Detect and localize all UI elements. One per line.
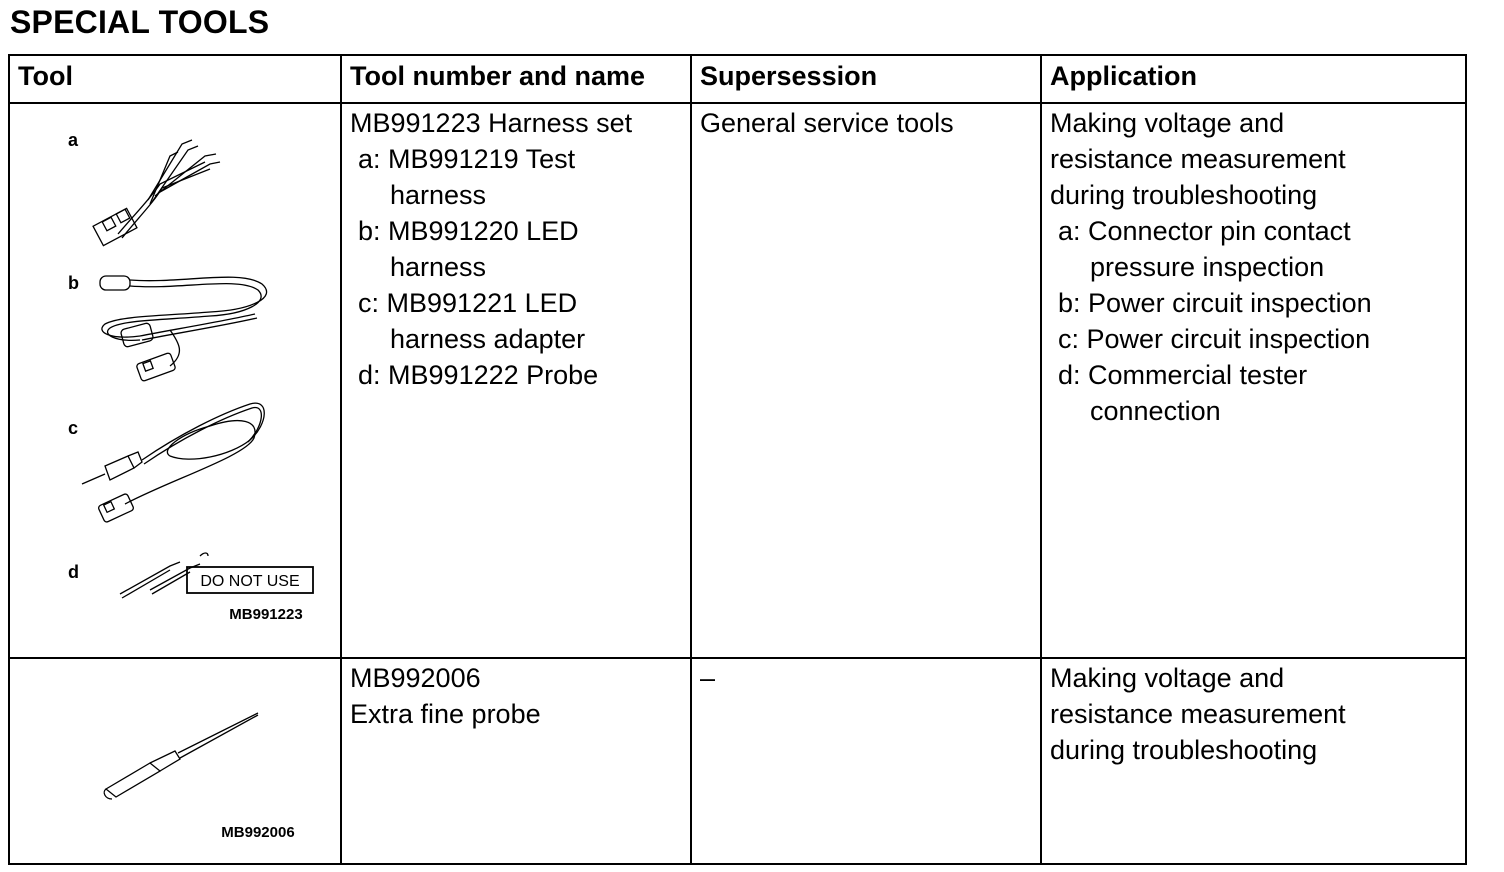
header-tool-number-and-name: Tool number and name	[341, 55, 691, 103]
tool-number-and-name-cell	[341, 658, 691, 864]
tool-sub-item-b: b: MB991220 LED	[358, 216, 579, 246]
header-tool: Tool	[9, 55, 341, 103]
extra-fine-probe-drawing	[104, 713, 258, 799]
application-cell	[1041, 658, 1466, 864]
illustration-label-d: d	[68, 562, 79, 582]
special-tools-table	[8, 54, 1467, 865]
header-supersession: Supersession	[691, 55, 1041, 103]
application-line: resistance measurement	[1050, 144, 1346, 174]
table-row	[9, 658, 1466, 864]
tool-sub-item-c: c: MB991221 LED	[358, 288, 578, 318]
supersession-text: –	[700, 663, 716, 693]
tool-sub-item-b-cont: harness	[390, 252, 487, 282]
probe-drawing	[120, 553, 313, 598]
extra-fine-probe-illustration-icon	[10, 659, 342, 865]
application-item-d-cont: connection	[1090, 396, 1221, 426]
tool-name: Extra fine probe	[350, 699, 541, 729]
tool-sub-item-a: a: MB991219 Test	[358, 144, 576, 174]
table-header-row	[9, 55, 1466, 103]
tool-sub-item-d: d: MB991222 Probe	[358, 360, 599, 390]
page-title: SPECIAL TOOLS	[10, 4, 270, 40]
tool-sub-item-c-cont: harness adapter	[390, 324, 586, 354]
supersession-cell	[691, 658, 1041, 864]
illustration-label-c: c	[68, 418, 79, 438]
supersession-cell	[691, 103, 1041, 658]
harness-set-illustration-icon	[10, 104, 342, 659]
tool-number-and-name-cell	[341, 103, 691, 658]
led-harness-drawing	[100, 276, 267, 382]
application-item-a: a: Connector pin contact	[1058, 216, 1351, 246]
tool-caption: MB992006	[221, 824, 295, 841]
tool-illustration-cell	[9, 658, 341, 864]
test-harness-drawing	[93, 140, 220, 246]
application-item-d: d: Commercial tester	[1058, 360, 1308, 390]
supersession-text: General service tools	[700, 108, 954, 138]
application-item-c: c: Power circuit inspection	[1058, 324, 1371, 354]
application-item-b: b: Power circuit inspection	[1058, 288, 1372, 318]
tool-illustration-cell	[9, 103, 341, 658]
header-application: Application	[1041, 55, 1466, 103]
tool-number: MB992006	[350, 663, 481, 693]
tool-caption: MB991223	[229, 606, 303, 623]
application-line: during troubleshooting	[1050, 735, 1318, 765]
application-line: Making voltage and	[1050, 108, 1285, 138]
table-row	[9, 103, 1466, 658]
tool-sub-item-a-cont: harness	[390, 180, 487, 210]
illustration-label-a: a	[68, 130, 79, 150]
application-line: during troubleshooting	[1050, 180, 1318, 210]
application-item-a-cont: pressure inspection	[1090, 252, 1325, 282]
application-line: resistance measurement	[1050, 699, 1346, 729]
application-cell	[1041, 103, 1466, 658]
led-harness-adapter-drawing	[82, 403, 264, 523]
illustration-label-b: b	[68, 273, 79, 293]
do-not-use-warning: DO NOT USE	[200, 573, 300, 590]
tool-name-main: MB991223 Harness set	[350, 108, 633, 138]
application-line: Making voltage and	[1050, 663, 1285, 693]
